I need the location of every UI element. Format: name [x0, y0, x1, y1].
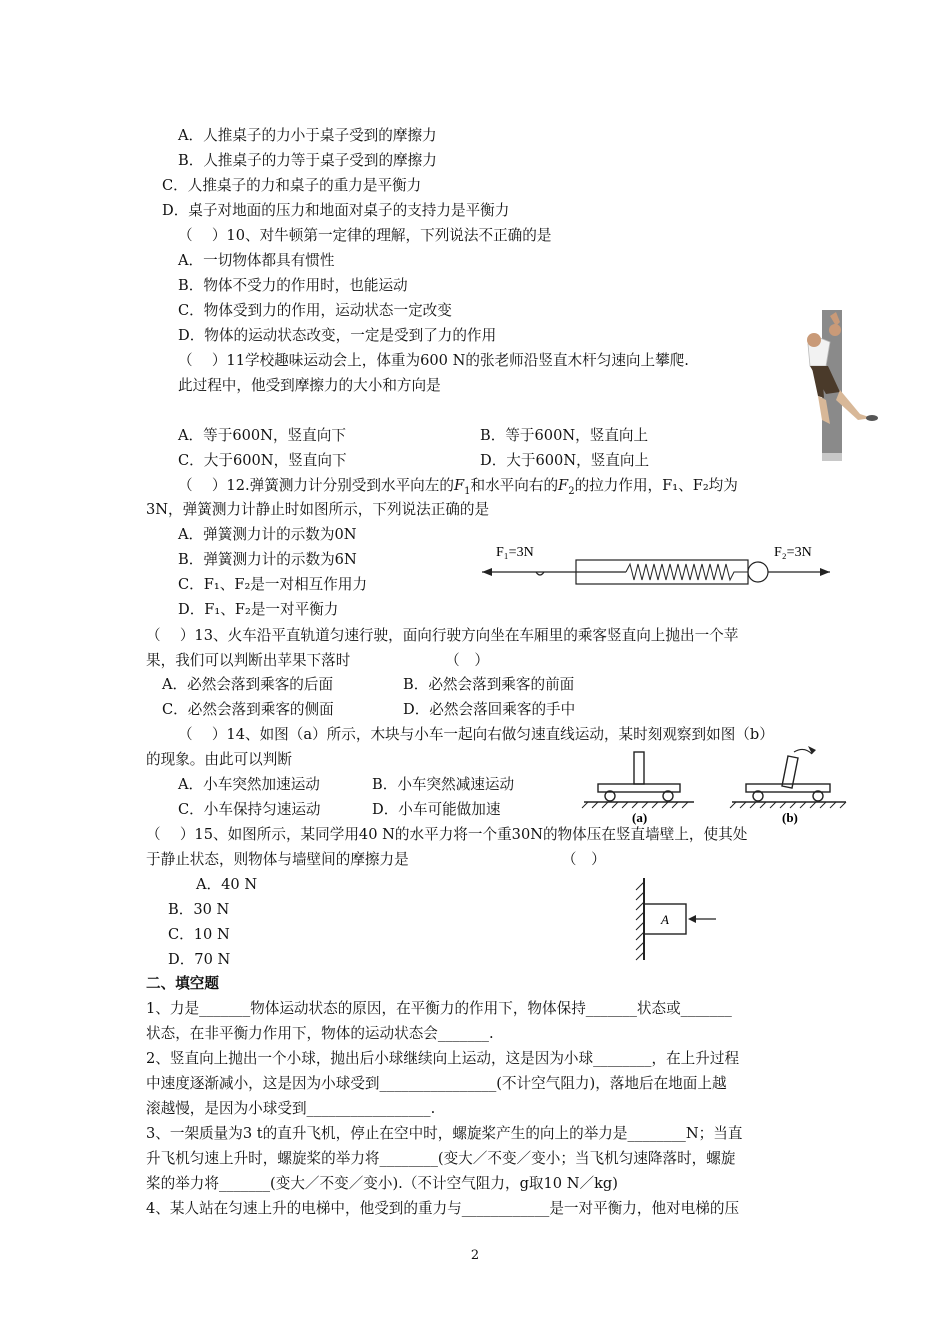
q14-stem-line1: （ ）14、如图（a）所示，木块与小车一起向右做匀速直线运动，某时刻观察到如图（b）	[178, 726, 774, 743]
q10-option-a: A．一切物体都具有惯性	[178, 252, 335, 269]
q11-option-d: D．大于600N，竖直向上	[480, 452, 650, 469]
q11-option-c: C．大于600N，竖直向下	[178, 452, 347, 469]
q11-option-b: B．等于600N，竖直向上	[480, 427, 649, 444]
fill-q2-line1: 2、竖直向上抛出一个小球，抛出后小球继续向上运动，这是因为小球________，在上升过程	[146, 1050, 740, 1067]
q11-stem-line1: （ ）11学校趣味运动会上，体重为600 N的张老师沿竖直木杆匀速向上攀爬.	[178, 352, 689, 369]
block-a-label: A	[661, 912, 669, 927]
q11-stem-line2: 此过程中，他受到摩擦力的大小和方向是	[178, 377, 441, 394]
cart-diagram-b	[728, 744, 852, 828]
q12-stem-suffix: 的拉力作用，F₁、F₂均为	[574, 477, 738, 494]
fill-q3-line2: 升飞机匀速上升时，螺旋桨的举力将________(变大／不变／变小；当飞机匀速降落时，螺旋	[146, 1150, 736, 1167]
q14-option-b: B．小车突然减速运动	[372, 776, 515, 793]
q12-f2-subscript: 2	[568, 485, 575, 497]
q12-option-d: D．F₁、F₂是一对平衡力	[178, 601, 339, 618]
q14-option-c: C．小车保持匀速运动	[178, 801, 321, 818]
q10-option-b: B．物体不受力的作用时，也能运动	[178, 277, 408, 294]
cart-b-label: (b)	[782, 810, 798, 825]
q14-stem-line2: 的现象。由此可以判断	[146, 751, 292, 768]
q15-option-a: A．40 N	[196, 876, 258, 893]
fill-q1-line1: 1、力是_______物体运动状态的原因，在平衡力的作用下，物体保持_______状态或_______	[146, 1000, 732, 1017]
spring-scale-diagram	[478, 540, 838, 590]
q13-option-b: B．必然会落到乘客的前面	[403, 676, 575, 693]
fill-q1-line2: 状态，在非平衡力作用下，物体的运动状态会_______.	[146, 1025, 494, 1042]
q15-stem-line2: 于静止状态，则物体与墙壁间的摩擦力是 （ ）	[146, 851, 606, 868]
q15-option-d: D．70 N	[168, 951, 231, 968]
fill-q2-line2: 中速度逐渐减小，这是因为小球受到________________(不计空气阻力)，落地后在地面上越	[146, 1075, 727, 1092]
q15-option-b: B．30 N	[168, 901, 230, 918]
climber-figure	[800, 308, 880, 463]
spring-left-force-label: F₁=3N	[496, 545, 534, 560]
q12-f1-subscript: 1	[464, 485, 471, 497]
q12-option-a: A．弹簧测力计的示数为0N	[178, 526, 357, 543]
q12-option-b: B．弹簧测力计的示数为6N	[178, 551, 357, 568]
q14-option-a: A．小车突然加速运动	[178, 776, 320, 793]
q15-option-c: C．10 N	[168, 926, 230, 943]
fill-q3-line1: 3、一架质量为3 t的直升飞机，停止在空中时，螺旋桨产生的向上的举力是________N；当直	[146, 1125, 743, 1142]
fill-q4-line1: 4、某人站在匀速上升的电梯中，他受到的重力与____________是一对平衡力，他对电梯的压	[146, 1200, 740, 1217]
q13-option-d: D．必然会落回乘客的手中	[403, 701, 576, 718]
q15-stem-line1: （ ）15、如图所示，某同学用40 N的水平力将一个重30N的物体压在竖直墙壁上，使其处	[146, 826, 748, 843]
spring-right-force-label: F₂=3N	[774, 545, 812, 560]
q14-option-d: D．小车可能做加速	[372, 801, 501, 818]
q12-stem-middle: 和水平向右的	[470, 477, 559, 494]
cart-diagram-a	[580, 748, 700, 828]
q13-stem-line2: 果，我们可以判断出苹果下落时 （ ）	[146, 652, 489, 669]
fill-q3-line3: 桨的举力将_______(变大／不变／变小).（不计空气阻力，g取10 N／kg)	[146, 1175, 618, 1192]
q12-stem-line1	[178, 476, 738, 502]
q13-option-a: A．必然会落到乘客的后面	[162, 676, 334, 693]
fill-q2-line3: 滚越慢，是因为小球受到_________________.	[146, 1100, 436, 1117]
q13-stem-line1: （ ）13、火车沿平直轨道匀速行驶，面向行驶方向坐在车厢里的乘客竖直向上抛出一个苹	[146, 627, 739, 644]
q9-option-b: B．人推桌子的力等于桌子受到的摩擦力	[178, 152, 437, 169]
q10-option-d: D．物体的运动状态改变，一定是受到了力的作用	[178, 327, 497, 344]
q12-stem-line2: 3N，弹簧测力计静止时如图所示，下列说法正确的是	[146, 501, 490, 518]
cart-a-label: (a)	[632, 810, 648, 825]
q12-stem-prefix: （ ）12.弹簧测力计分别受到水平向左的	[178, 477, 454, 494]
section-title-fill-blank: 二、填空题	[146, 975, 219, 992]
q11-option-a: A．等于600N，竖直向下	[178, 427, 346, 444]
q12-option-c: C．F₁、F₂是一对相互作用力	[178, 576, 368, 593]
wall-block-diagram	[628, 876, 728, 962]
q10-option-c: C．物体受到力的作用，运动状态一定改变	[178, 302, 452, 319]
q9-option-a: A．人推桌子的力小于桌子受到的摩擦力	[178, 127, 437, 144]
q12-f2-symbol: F	[558, 477, 569, 494]
q10-stem: （ ）10、对牛顿第一定律的理解，下列说法不正确的是	[178, 227, 552, 244]
q13-option-c: C．必然会落到乘客的侧面	[162, 701, 334, 718]
q12-f1-symbol: F	[453, 477, 465, 494]
q9-option-c: C．人推桌子的力和桌子的重力是平衡力	[162, 177, 422, 194]
page-number: 2	[470, 1248, 480, 1263]
q9-option-d: D．桌子对地面的压力和地面对桌子的支持力是平衡力	[162, 202, 510, 219]
